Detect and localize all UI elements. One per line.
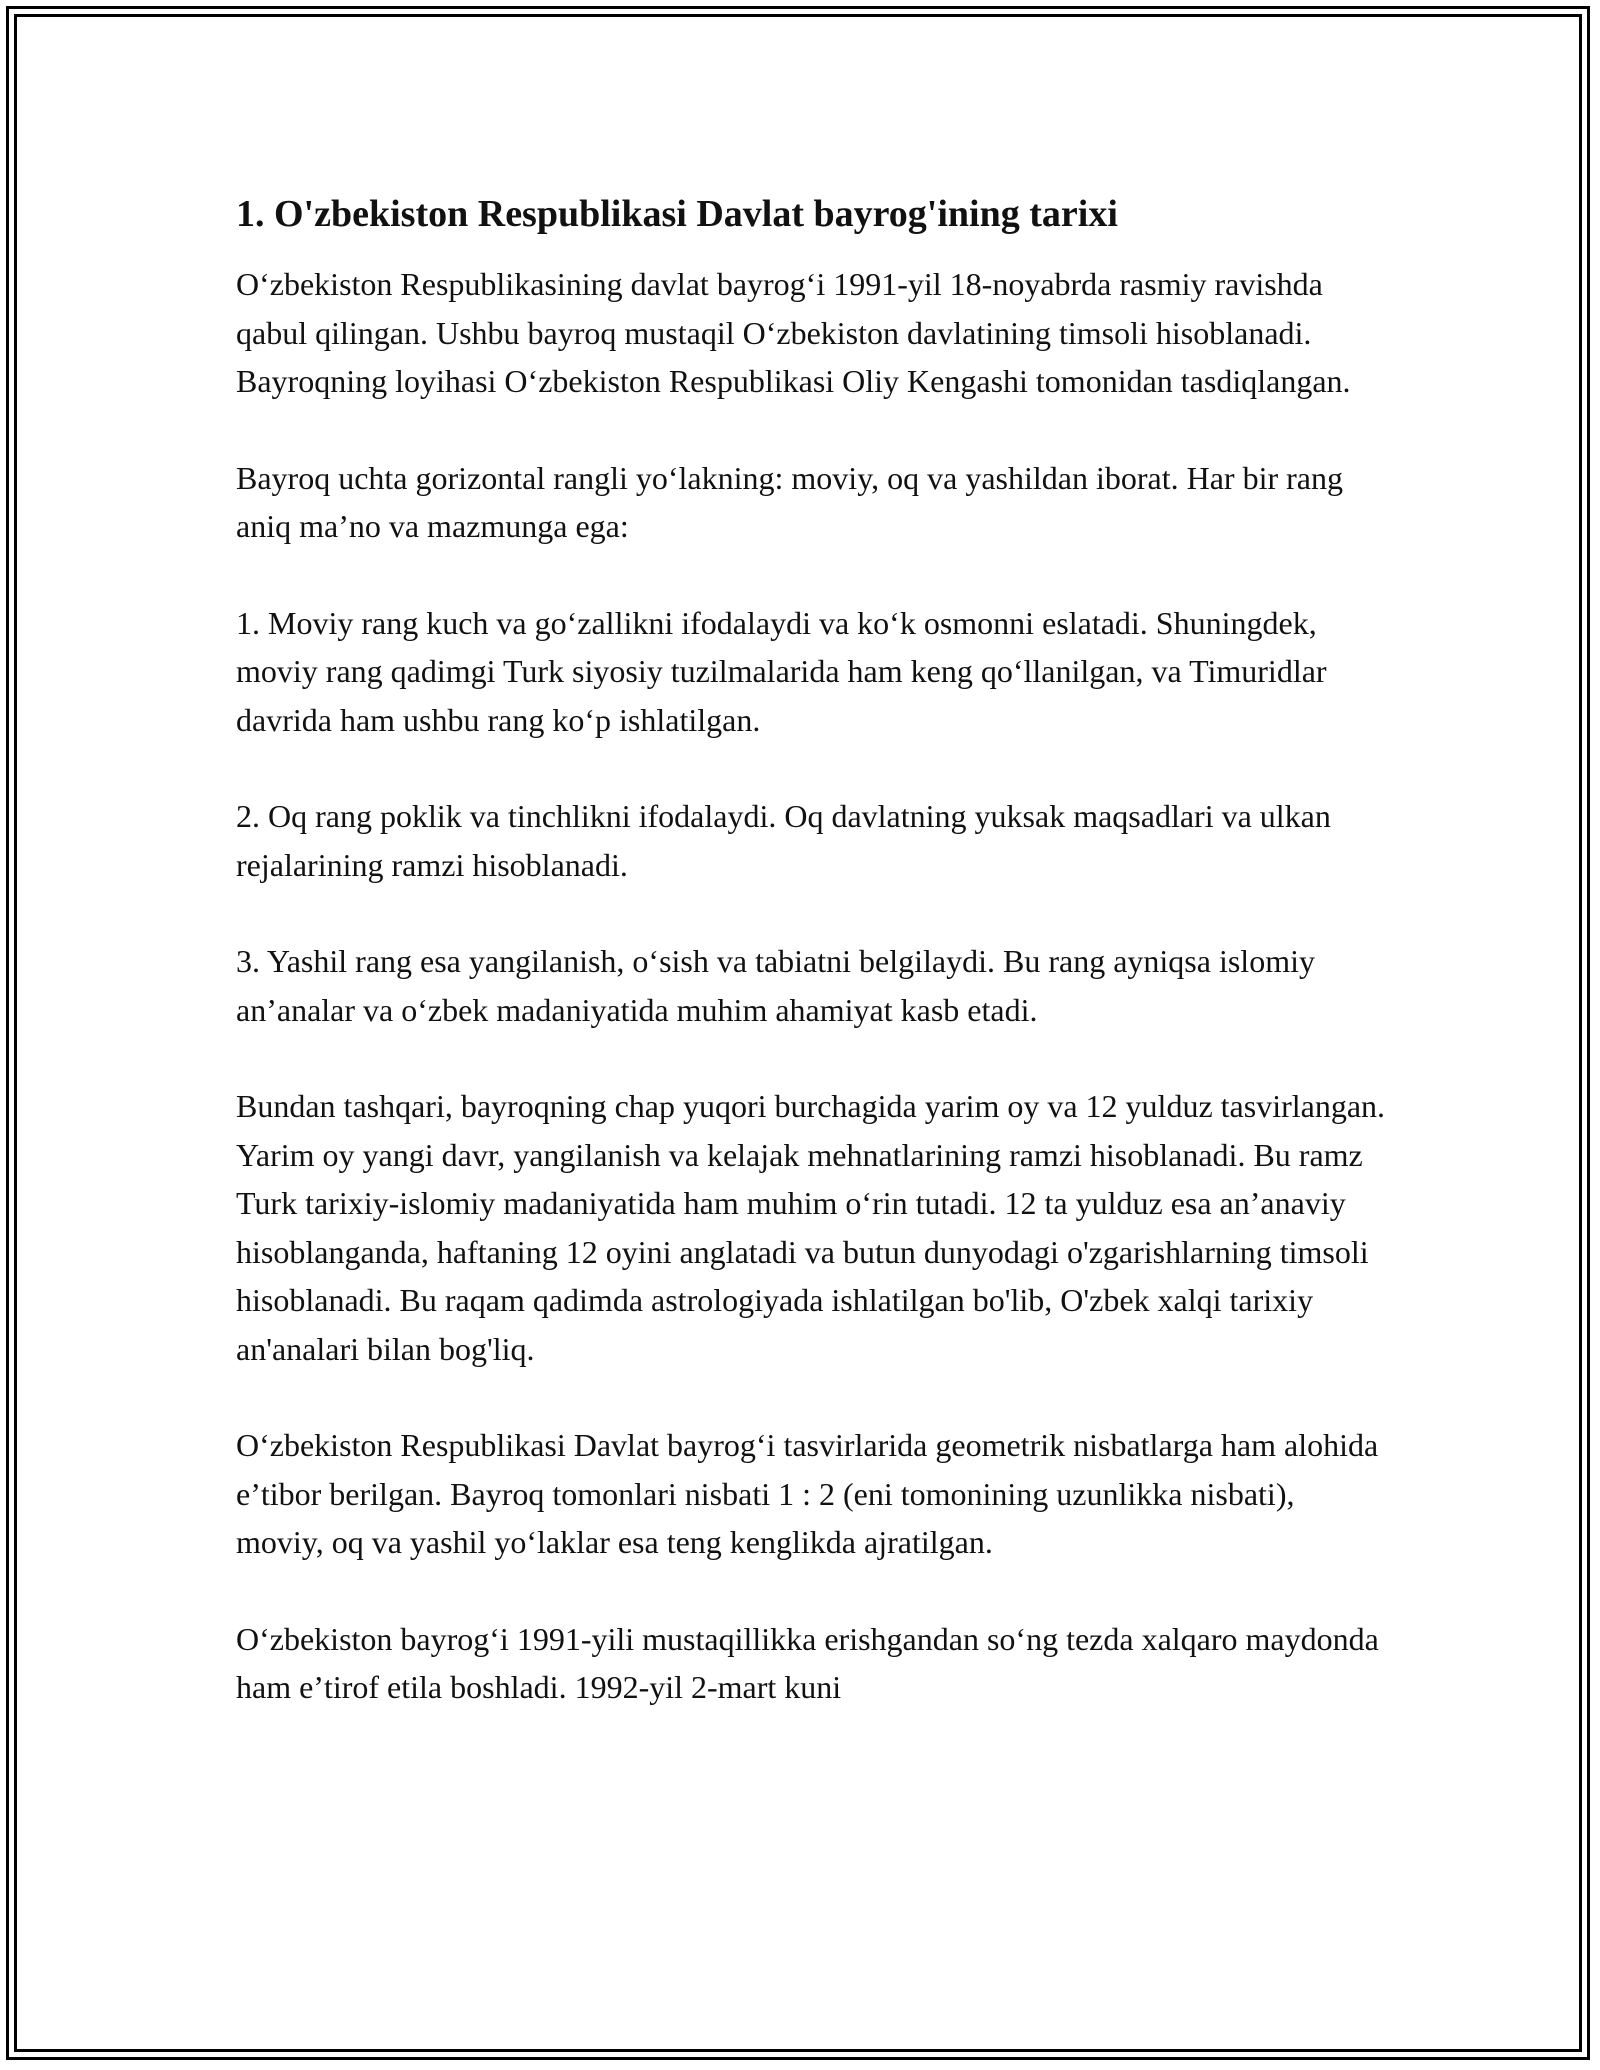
paragraph-adoption: Oʻzbekiston Respublikasining davlat bayrogʻi 1991-yil 18-noyabrda rasmiy ravishda qabul qilingan. Ushbu bayroq mustaqil Oʻzbekiston davlatining timsoli hisoblanadi. Bayroqning loyihasi Oʻzbekiston Respublikasi Oliy Kengashi tomonidan tasdiqlangan. (236, 266, 1351, 399)
paragraph-green: 3. Yashil rang esa yangilanish, oʻsish va tabiatni belgilaydi. Bu rang ayniqsa islomiy anʼanalar va oʻzbek madaniyatida muhim ahamiyat kasb etadi. (236, 943, 1315, 1028)
document-body (236, 188, 1386, 1760)
paragraph-colors-intro: Bayroq uchta gorizontal rangli yoʻlakning: moviy, oq va yashildan iborat. Har bir rang aniq maʼno va mazmunga ega: (236, 459, 1343, 544)
paragraph-blue: 1. Moviy rang kuch va goʻzallikni ifodalaydi va koʻk osmonni eslatadi. Shuningdek, moviy rang qadimgi Turk siyosiy tuzilmalarida ham keng qoʻllanilgan, va Timuridlar davrida ham ushbu rang koʻp ishlatilgan. (236, 604, 1327, 738)
document-title: 1. O'zbekiston Respublikasi Davlat bayrog'ining tarixi (236, 193, 1118, 235)
paragraph-crescent-stars: Bundan tashqari, bayroqning chap yuqori burchagida yarim oy va 12 yulduz tasvirlangan. Yarim oy yangi davr, yangilanish va kelajak mehnatlarining ramzi hisoblanadi. Bu ramz Turk tarixiy-islomiy madaniyatida ham muhim oʻrin tutadi. 12 ta yulduz esa anʼanaviy hisoblanganda, haftaning 12 oyini anglatadi va butun dunyodagi o'zgarishlarning timsoli hisoblanadi. Bu raqam qadimda astrologiyada ishlatilgan bo'lib, O'zbek xalqi tarixiy an'analari bilan bog'liq. (236, 1088, 1386, 1367)
paragraph-recognition: Oʻzbekiston bayrogʻi 1991-yili mustaqillikka erishgandan soʻng tezda xalqaro maydonda ham eʼtirof etila boshladi. 1992-yil 2-mart kuni (236, 1620, 1379, 1705)
paragraph-white: 2. Oq rang poklik va tinchlikni ifodalaydi. Oq davlatning yuksak maqsadlari va ulkan rejalarining ramzi hisoblanadi. (236, 798, 1331, 883)
paragraph-proportions: Oʻzbekiston Respublikasi Davlat bayrogʻi tasvirlarida geometrik nisbatlarga ham alohida eʼtibor berilgan. Bayroq tomonlari nisbati 1 : 2 (eni tomonining uzunlikka nisbati), moviy, oq va yashil yoʻlaklar esa teng kenglikda ajratilgan. (236, 1427, 1379, 1560)
